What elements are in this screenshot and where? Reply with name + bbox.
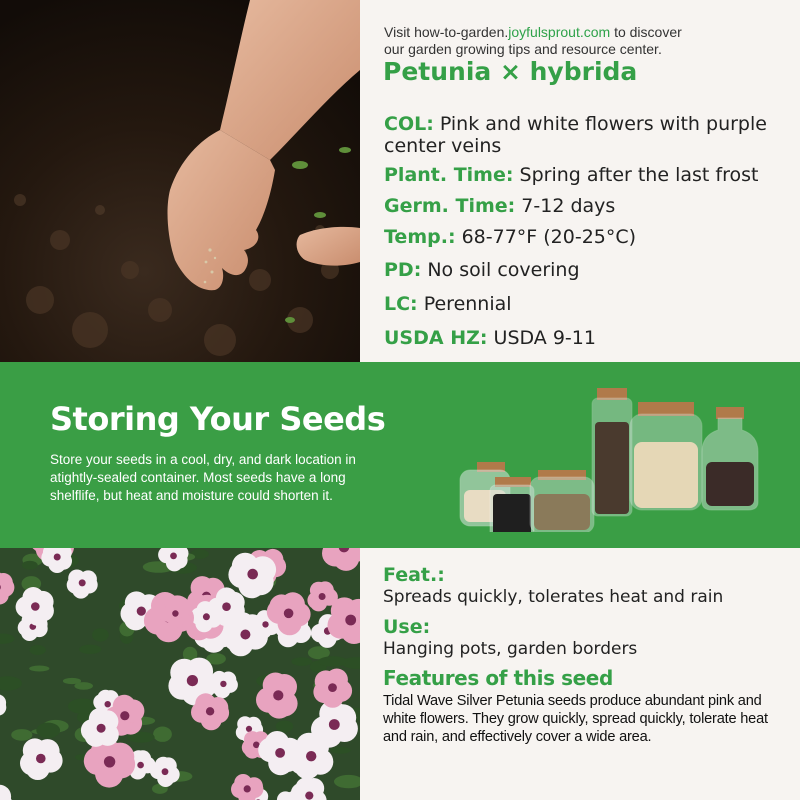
leaf-shape bbox=[153, 727, 172, 742]
flower-shape bbox=[67, 570, 98, 599]
flower-shape bbox=[291, 777, 327, 800]
storing-text: Store your seeds in a cool, dry, and dark location in atightly-sealed container. Most seeds have a long shelflife, but heat and moisture could shorten it. bbox=[50, 452, 356, 503]
leaf-shape bbox=[63, 678, 81, 684]
spec-pd bbox=[384, 259, 580, 281]
spec-lc bbox=[384, 293, 512, 315]
top-section bbox=[0, 0, 800, 362]
leaf-shape bbox=[92, 628, 109, 641]
spec-label: COL: bbox=[384, 113, 434, 135]
spec-germ-time bbox=[384, 195, 615, 217]
flower-shape bbox=[41, 548, 72, 573]
spec-value: 68-77°F (20-25°C) bbox=[461, 226, 637, 248]
leaf-shape bbox=[22, 561, 38, 570]
petunia-flowers-illustration bbox=[0, 548, 360, 800]
leaf-shape bbox=[36, 723, 60, 739]
visit-text bbox=[384, 24, 784, 58]
jar-icon bbox=[702, 407, 758, 510]
spec-label: Temp.: bbox=[384, 226, 456, 248]
plant-name: Petunia × hybrida bbox=[383, 57, 638, 86]
use-value: Hanging pots, garden borders bbox=[383, 639, 638, 659]
soil-hand-photo bbox=[0, 0, 360, 362]
seed-jars-illustration bbox=[450, 382, 770, 532]
features-title: Features of this seed bbox=[383, 666, 613, 690]
jar-icon bbox=[490, 477, 534, 532]
spec-label: PD: bbox=[384, 259, 422, 281]
spec-label: Germ. Time: bbox=[384, 195, 516, 217]
storing-title: Storing Your Seeds bbox=[50, 400, 386, 438]
jar-icon bbox=[530, 470, 594, 532]
flower-shape bbox=[313, 669, 352, 708]
spec-col bbox=[384, 113, 767, 157]
spec-value: Perennial bbox=[423, 293, 512, 315]
flower-shape bbox=[0, 781, 13, 800]
leaf-shape bbox=[318, 656, 347, 666]
flower-shape bbox=[228, 553, 276, 599]
flower-shape bbox=[20, 738, 63, 780]
visit-line2: our garden growing tips and resource center. bbox=[384, 41, 662, 57]
leaf-shape bbox=[334, 775, 360, 788]
flower-shape bbox=[16, 587, 54, 626]
spec-label: LC: bbox=[384, 293, 418, 315]
flower-shape bbox=[231, 774, 263, 800]
info-panel bbox=[384, 24, 784, 58]
leaf-shape bbox=[276, 721, 294, 733]
leaf-shape bbox=[0, 676, 22, 690]
features-text: Tidal Wave Silver Petunia seeds produce abundant pink and white flowers. They grow quickly, spread quickly, tolerate heat and rain, and effectively cover a wide area. bbox=[383, 693, 768, 745]
jar-icon bbox=[592, 388, 632, 516]
petunia-flowers-photo bbox=[0, 548, 360, 800]
spec-label: Plant. Time: bbox=[384, 164, 514, 186]
leaf-shape bbox=[11, 729, 32, 741]
feat-value: Spreads quickly, tolerates heat and rain bbox=[383, 587, 724, 607]
jar-icon bbox=[630, 402, 702, 510]
spec-value: USDA 9-11 bbox=[493, 327, 596, 349]
leaf-shape bbox=[0, 634, 14, 644]
spec-value: 7-12 days bbox=[521, 195, 616, 217]
flower-shape bbox=[322, 548, 360, 571]
feat-label: Feat.: bbox=[383, 564, 445, 586]
spec-value-cont: center veins bbox=[384, 135, 502, 157]
flower-shape bbox=[191, 693, 229, 730]
flower-shape bbox=[0, 690, 6, 720]
visit-suffix: to discover bbox=[610, 24, 682, 40]
spec-temp bbox=[384, 226, 636, 248]
leaf-shape bbox=[79, 645, 101, 654]
spec-value: No soil covering bbox=[427, 259, 580, 281]
leaf-shape bbox=[29, 666, 49, 672]
use-label: Use: bbox=[383, 616, 431, 638]
leaf-shape bbox=[331, 747, 351, 754]
spec-label: USDA HZ: bbox=[384, 327, 488, 349]
spec-value: Spring after the last frost bbox=[519, 164, 759, 186]
soil-hand-illustration bbox=[0, 0, 360, 362]
website-link[interactable]: joyfulsprout.com bbox=[508, 24, 611, 40]
leaf-shape bbox=[291, 657, 312, 666]
bottom-section bbox=[0, 548, 800, 800]
spec-usda bbox=[384, 327, 596, 349]
visit-prefix: Visit how-to-garden. bbox=[384, 24, 509, 40]
storing-band bbox=[0, 362, 800, 548]
leaf-shape bbox=[30, 645, 46, 655]
flower-shape bbox=[0, 570, 14, 604]
spec-value: Pink and white flowers with purple bbox=[439, 113, 767, 135]
spec-plant-time bbox=[384, 164, 758, 186]
